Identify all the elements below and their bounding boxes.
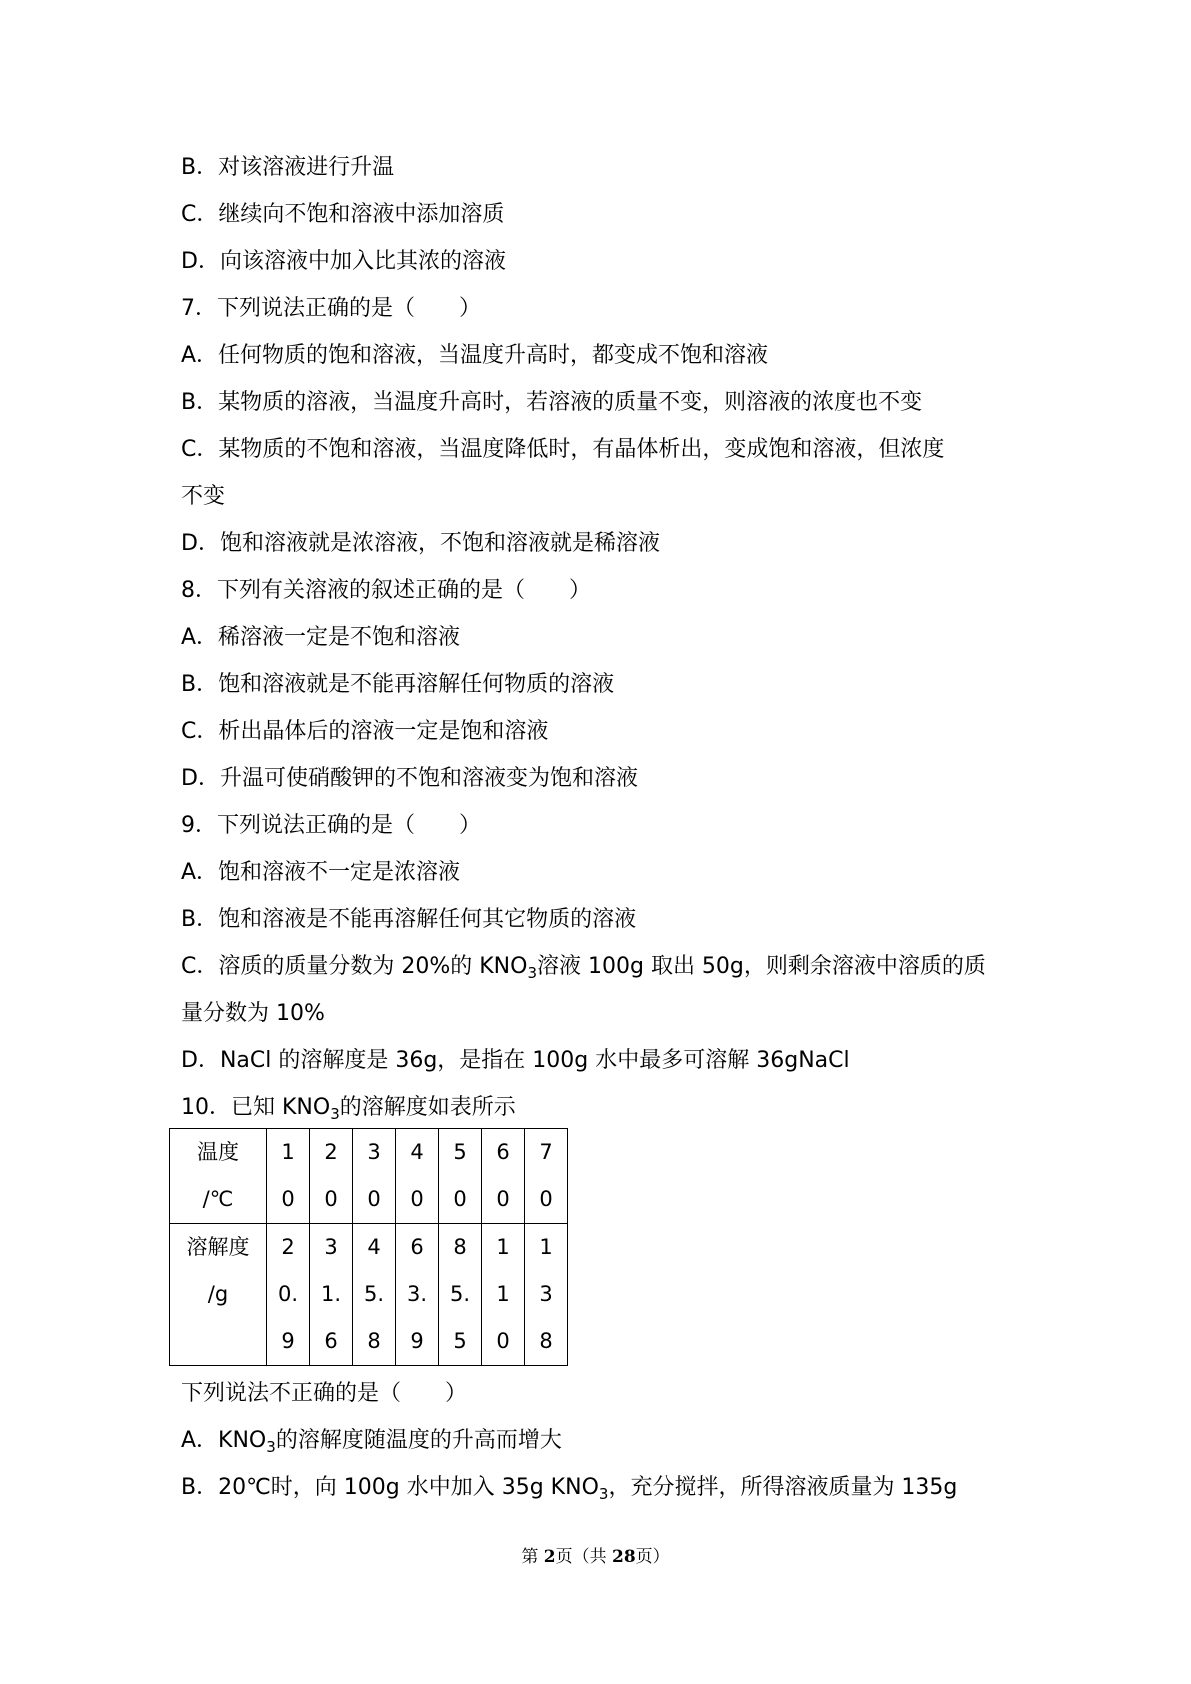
solubility-cell: 1 1 0 [482,1224,525,1366]
text-line: B．对该溶液进行升温 [181,155,395,180]
text-line: 不变 [181,484,226,509]
q10-option-a: A．$KNO_3$的溶解度随温度的升高而增大 [181,1428,562,1456]
temp-cell: 6 0 [482,1129,525,1224]
text-line: 7．下列说法正确的是（ ） [181,296,481,321]
solubility-table [169,1128,568,1366]
text-line: C．继续向不饱和溶液中添加溶质 [181,202,505,227]
solubility-cell: 2 0. 9 [267,1224,310,1366]
temp-cell: 7 0 [525,1129,568,1224]
q10-stem: 10．已知 $KNO_3$的溶解度如表所示 [181,1095,516,1123]
solubility-cell: 8 5. 5 [439,1224,482,1366]
text-line: A．任何物质的饱和溶液，当温度升高时，都变成不饱和溶液 [181,343,769,368]
solubility-cell: 1 3 8 [525,1224,568,1366]
solubility-row [170,1224,568,1366]
temp-cell: 4 0 [396,1129,439,1224]
temperature-row [170,1129,568,1224]
temp-cell: 3 0 [353,1129,396,1224]
solubility-header: 溶解度 /g [170,1224,267,1366]
q9-option-c-cont: 量分数为 10% [181,1001,325,1026]
q10-question: 下列说法不正确的是（ ） [181,1381,468,1406]
text-line: D．向该溶液中加入比其浓的溶液 [181,249,506,274]
text-line: B．某物质的溶液，当温度升高时，若溶液的质量不变，则溶液的浓度也不变 [181,390,923,415]
text-line: B．饱和溶液就是不能再溶解任何物质的溶液 [181,672,615,697]
text-line: C．某物质的不饱和溶液，当温度降低时，有晶体析出，变成饱和溶液，但浓度 [181,437,945,462]
text-line: 8．下列有关溶液的叙述正确的是（ ） [181,578,591,603]
q9-option-d: D．NaCl 的溶解度是 36g，是指在 100g 水中最多可溶解 36gNaCl [181,1048,850,1073]
temp-cell: 2 0 [310,1129,353,1224]
temperature-header: 温度 /℃ [170,1129,267,1224]
q10-option-b: B．20℃时，向 100g 水中加入 35g $KNO_3$，充分搅拌，所得溶液质量为 135g [181,1475,958,1503]
page-footer: 第 2页（共 28页） [521,1547,670,1567]
text-line: D．饱和溶液就是浓溶液，不饱和溶液就是稀溶液 [181,531,660,556]
q9-option-c: C．溶质的质量分数为 20%的 $KNO_3$溶液 100g 取出 50g，则剩余溶液中溶质的质 [181,954,986,982]
text-line: B．饱和溶液是不能再溶解任何其它物质的溶液 [181,907,637,932]
text-line: 9．下列说法正确的是（ ） [181,813,481,838]
text-line: A．饱和溶液不一定是浓溶液 [181,860,461,885]
temp-cell: 5 0 [439,1129,482,1224]
temp-cell: 1 0 [267,1129,310,1224]
text-line: C．析出晶体后的溶液一定是饱和溶液 [181,719,549,744]
text-line: A．稀溶液一定是不饱和溶液 [181,625,461,650]
solubility-cell: 6 3. 9 [396,1224,439,1366]
solubility-cell: 3 1. 6 [310,1224,353,1366]
text-line: D．升温可使硝酸钾的不饱和溶液变为饱和溶液 [181,766,638,791]
solubility-cell: 4 5. 8 [353,1224,396,1366]
